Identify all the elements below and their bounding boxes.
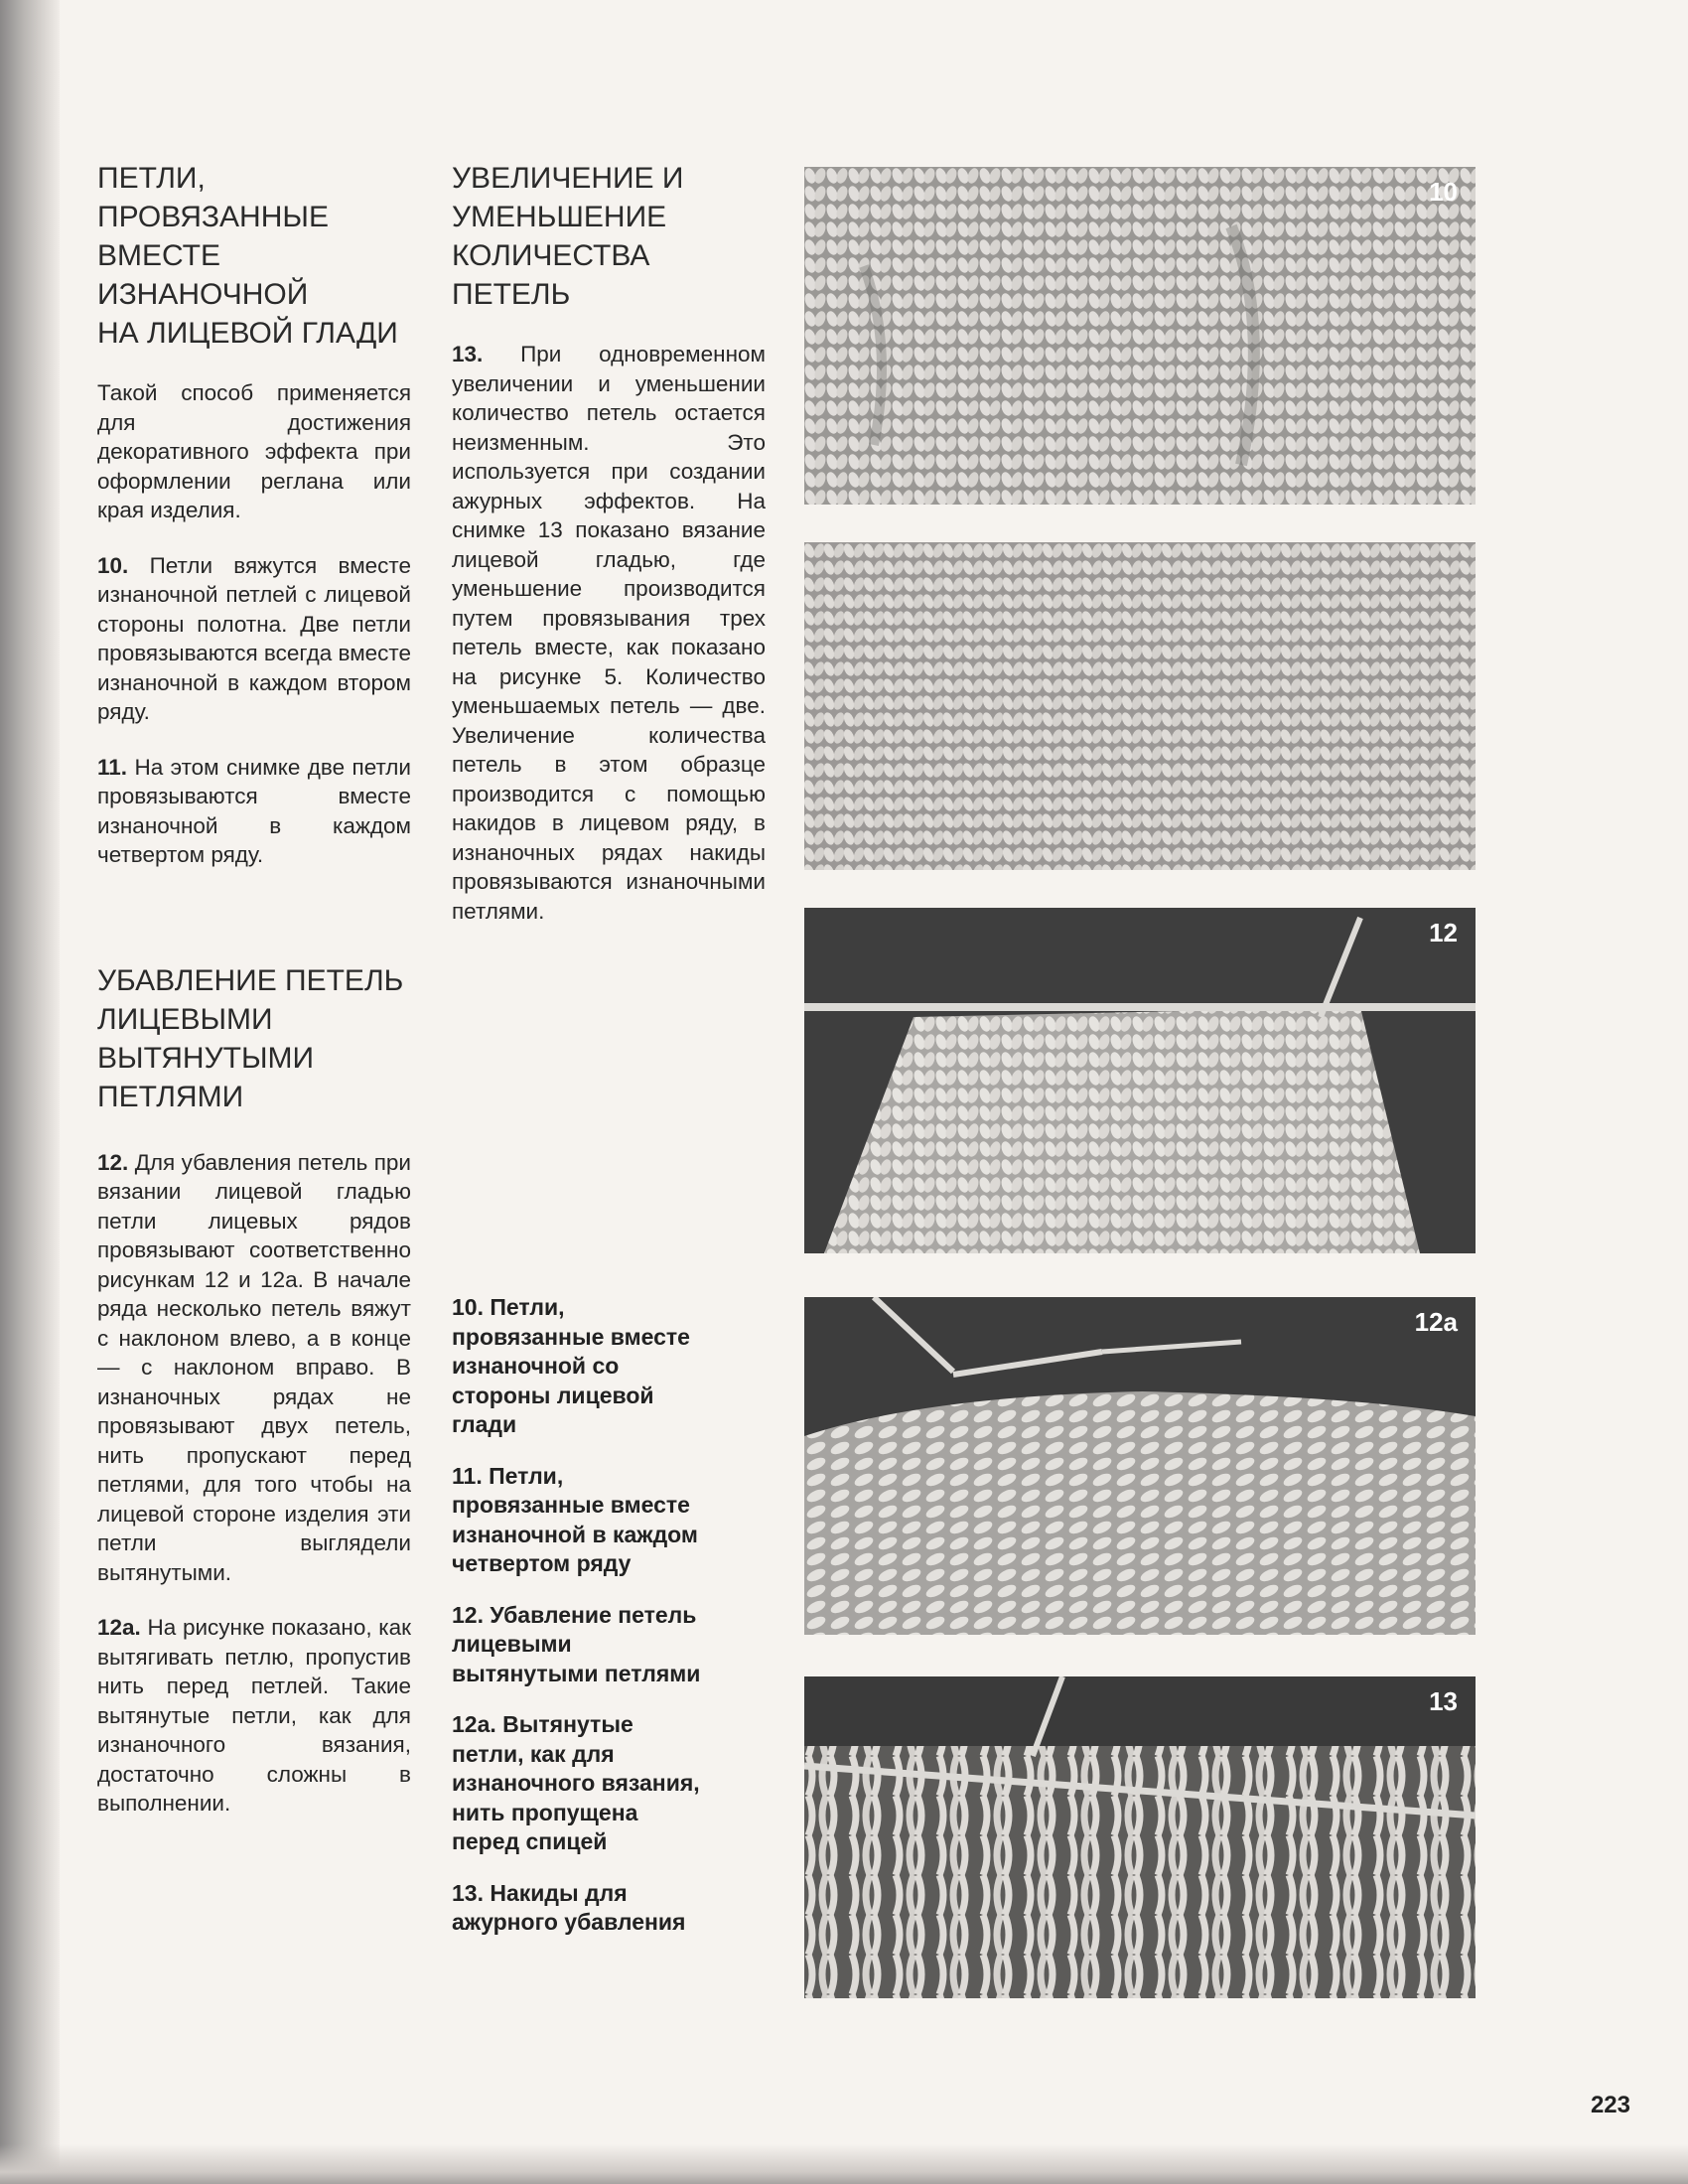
photo-sample-12a: [804, 1297, 1476, 1635]
caption-10: 10. Петли, провязанные вместе изнаночной со стороны лицевой глади: [452, 1294, 690, 1437]
photo-label-12: 12: [1429, 918, 1458, 947]
paragraph-10: 10. Петли вяжутся вместе изнаночной петлей с лицевой стороны полотна. Две петли провязываются всегда вместе изнаночной в каждом втором ряду.: [97, 552, 411, 724]
book-binding-shadow: [0, 0, 60, 2184]
knit-texture-12a: [804, 1297, 1476, 1635]
captions-block: [452, 1293, 710, 1938]
paragraph-13: 13. При одновременном увеличении и уменьшении количество петель остается неизменным. Это используется при создании ажурных эффектов. На снимке 13 показано вязание лицевой гладью, где уменьшение производится путем провязывания трех петель вместе, как показано на рисунке 5. Количество уменьшаемых петель — две. Увеличение количества петель в этом образце производится с помощью накидов в лицевом ряду, в изнаночных рядах накиды провязываются изнаночными петлями.: [452, 342, 766, 924]
section-title-increase-decrease: УВЕЛИЧЕНИЕ И УМЕНЬШЕНИЕ КОЛИЧЕСТВА ПЕТЕЛЬ: [452, 162, 684, 311]
intro-paragraph: Такой способ применяется для достижения декоративного эффекта при оформлении реглана или края изделия.: [97, 380, 411, 522]
caption-12a: 12а. Вытянутые петли, как для изнаночного вязания, нить пропущена перед спицей: [452, 1711, 700, 1854]
photo-sample-12: [804, 908, 1476, 1253]
knit-texture-10: [804, 167, 1476, 505]
knit-texture-12: [804, 908, 1476, 1253]
section-title-purl-together: ПЕТЛИ, ПРОВЯЗАННЫЕ ВМЕСТЕ ИЗНАНОЧНОЙ НА ЛИЦЕВОЙ ГЛАДИ: [97, 162, 398, 350]
photo-label-13: 13: [1429, 1686, 1458, 1716]
knit-texture-11: [804, 542, 1476, 870]
caption-11: 11. Петли, провязанные вместе изнаночной в каждом четвертом ряду: [452, 1462, 698, 1576]
page-number: 223: [1590, 2092, 1630, 2118]
left-column: [97, 159, 411, 1819]
photo-label-10: 10: [1429, 177, 1458, 207]
paragraph-12a: 12а. На рисунке показано, как вытягивать петлю, пропустив нить перед петлей. Такие вытянутые петли, как для изнаночного вязания, достаточно сложны в выполнении.: [97, 1615, 411, 1816]
photo-label-12a: 12а: [1414, 1307, 1458, 1337]
page-bottom-shadow: [0, 2144, 1688, 2184]
paragraph-11: 11. На этом снимке две петли провязываются вместе изнаночной в каждом четвертом ряду.: [97, 754, 411, 867]
photo-sample-10: [804, 167, 1476, 505]
caption-12: 12. Убавление петель лицевыми вытянутыми петлями: [452, 1601, 701, 1686]
caption-13: 13. Накиды для ажурного убавления: [452, 1879, 686, 1935]
section-title-decrease: УБАВЛЕНИЕ ПЕТЕЛЬ ЛИЦЕВЫМИ ВЫТЯНУТЫМИ ПЕТЛЯМИ: [97, 963, 404, 1113]
photo-sample-13: [804, 1676, 1476, 1998]
middle-column: [452, 159, 766, 926]
paragraph-12: 12. Для убавления петель при вязании лицевой гладью петли лицевых рядов провязывают соответственно рисункам 12 и 12а. В начале ряда несколько петель вяжут с наклоном влево, а в конце — с наклоном вправо. В изнаночных рядах не провязывают двух петель, нить пропускают перед петлями, для того чтобы на лицевой стороне изделия эти петли выглядели вытянутыми.: [97, 1149, 411, 1585]
knit-texture-13: [804, 1676, 1476, 1998]
photo-sample-11: [804, 542, 1476, 870]
